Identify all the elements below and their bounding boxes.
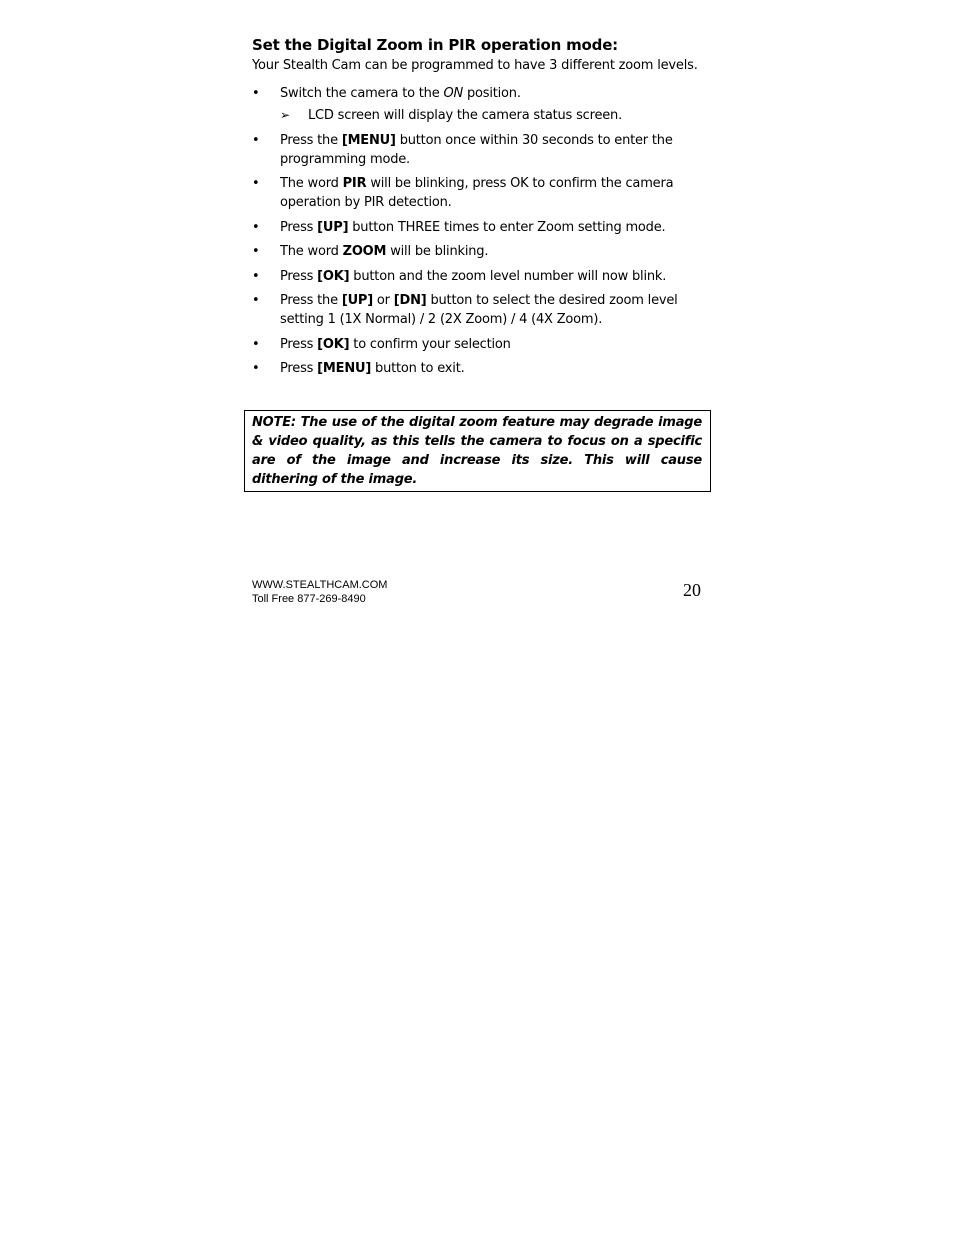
footer-phone: Toll Free 877-269-8490: [252, 593, 366, 605]
step-text-before: Press: [280, 268, 318, 284]
step-text-after: button to exit.: [371, 361, 465, 376]
step-text-before: Press the: [280, 132, 342, 148]
step-key-label: [UP]: [341, 293, 373, 308]
step-text-before: The word: [280, 176, 343, 191]
bullet-icon: •: [252, 293, 260, 308]
step-item: [252, 84, 690, 125]
step-text-before: Press the: [280, 293, 342, 308]
bullet-icon: •: [252, 244, 260, 259]
step-text-middle: or: [373, 293, 394, 308]
step-text-before: The word: [280, 244, 343, 259]
step-item: [252, 359, 690, 378]
manual-section: [252, 34, 712, 384]
step-text-after: button to select the desired zoom level setting 1 (1X Normal) / 2 (2X Zoom) / 4 (4X Zoom).: [280, 293, 678, 327]
step-text-after: will be blinking, press OK to confirm the camera operation by PIR detection.: [280, 176, 674, 210]
step-key-label: ZOOM: [342, 244, 387, 259]
step-key-label: PIR: [342, 176, 367, 191]
step-item: [252, 291, 690, 329]
step-key-label: [OK]: [317, 336, 350, 352]
sub-step: [280, 106, 690, 125]
step-text-before: Press: [280, 361, 318, 376]
step-key-label: [MENU]: [317, 361, 372, 376]
footer-contact: [252, 578, 387, 606]
page-number: 20: [683, 580, 701, 600]
step-key-label: [MENU]: [341, 132, 396, 148]
step-key-label: [OK]: [317, 268, 350, 284]
step-text-after: button once within 30 seconds to enter the programming mode.: [280, 132, 673, 167]
step-text-after: will be blinking.: [386, 244, 489, 259]
step-item: [252, 218, 690, 237]
step-text-before: Press: [280, 336, 318, 352]
step-text-after: position.: [463, 86, 521, 101]
steps-list: [252, 84, 712, 378]
step-text-before: Switch the camera to the: [280, 86, 444, 101]
step-text-after: to confirm your selection: [349, 336, 511, 352]
bullet-icon: •: [252, 132, 260, 148]
intro-text: Your Stealth Cam can be programmed to have 3 different zoom levels.: [252, 58, 698, 73]
step-item: [252, 335, 690, 354]
sub-step-text: LCD screen will display the camera status screen.: [308, 108, 623, 123]
bullet-icon: •: [252, 86, 260, 101]
note-box: NOTE: The use of the digital zoom feature may degrade image & video quality, as this tells the camera to focus on a specific are of the image and increase its size. This will cause dithering of the image.: [244, 410, 711, 492]
bullet-icon: •: [252, 219, 260, 235]
step-item: [252, 174, 690, 212]
bullet-icon: •: [252, 268, 260, 284]
step-key-label: [DN]: [393, 293, 427, 308]
footer-website: WWW.STEALTHCAM.COM: [252, 579, 388, 591]
step-key-label: [UP]: [317, 219, 349, 235]
bullet-icon: •: [252, 361, 260, 376]
section-heading: Set the Digital Zoom in PIR operation mode:: [252, 36, 618, 54]
step-emphasis: ON: [443, 86, 464, 101]
step-item: [252, 267, 690, 286]
step-item: [252, 131, 690, 169]
step-text-before: Press: [280, 219, 318, 235]
step-text-after: button THREE times to enter Zoom setting mode.: [348, 219, 666, 235]
bullet-icon: •: [252, 176, 260, 191]
bullet-icon: •: [252, 336, 260, 352]
step-item: [252, 242, 690, 261]
step-text-after: button and the zoom level number will now blink.: [349, 268, 667, 284]
arrow-bullet-icon: ➢: [280, 108, 290, 122]
